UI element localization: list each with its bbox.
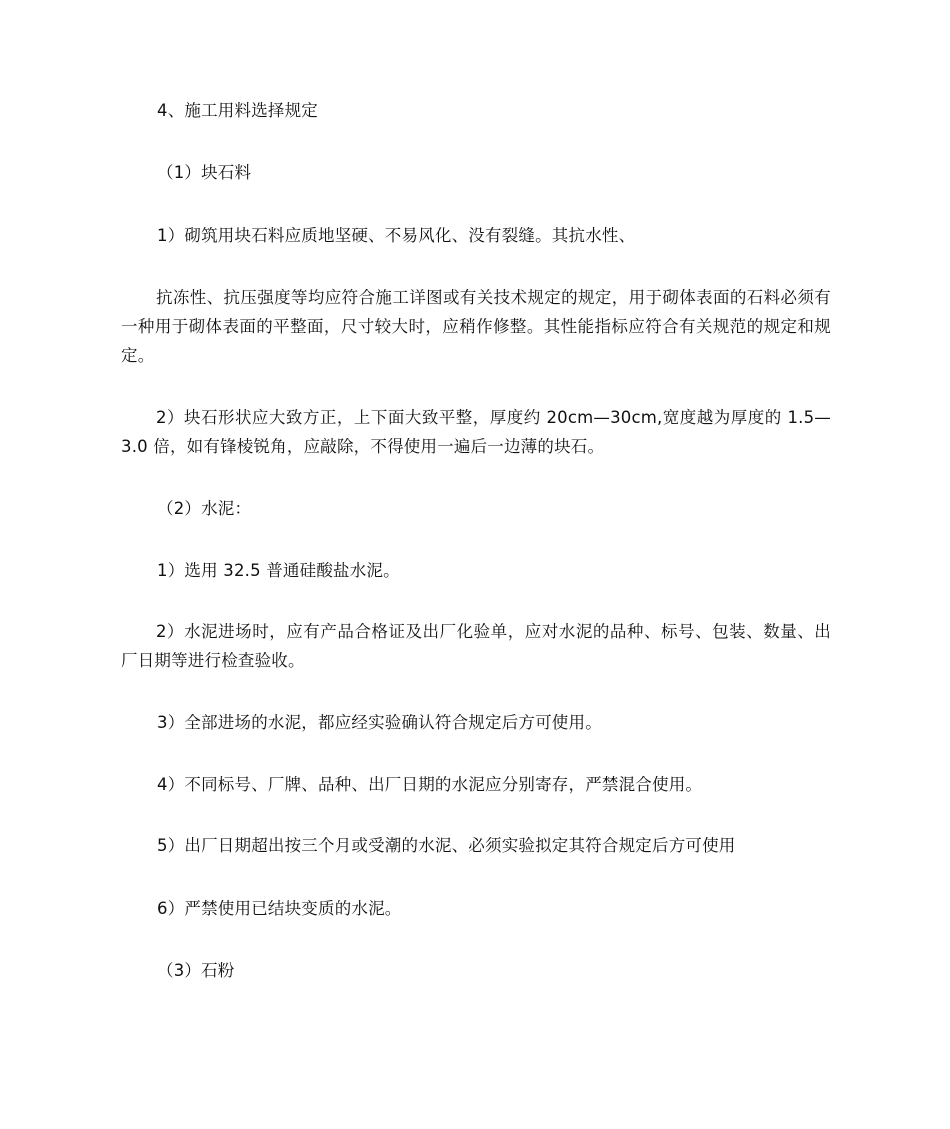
- paragraph-stone-item-1-continued: 抗冻性、抗压强度等均应符合施工详图或有关技术规定的规定，用于砌体表面的石料必须有一种用于砌体表面的平整面，尺寸较大时，应稍作修整。其性能指标应符合有关规范的规定和规定。: [121, 288, 831, 365]
- subsection-heading-stone: （1）块石料: [157, 163, 252, 182]
- paragraph-stone-item-2: 2）块石形状应大致方正，上下面大致平整，厚度约 20cm—30cm,宽度越为厚度的 1.5—3.0 倍，如有锋棱锐角，应敲除，不得使用一遍后一边薄的块石。: [121, 408, 831, 456]
- section-heading: 4、施工用料选择规定: [157, 101, 318, 120]
- paragraph-cement-item-2: 2）水泥进场时，应有产品合格证及出厂化验单，应对水泥的品种、标号、包装、数量、出厂日期等进行检查验收。: [121, 622, 831, 670]
- paragraph-cement-item-3: 3）全部进场的水泥，都应经实验确认符合规定后方可使用。: [157, 713, 602, 732]
- subsection-heading-stone-powder: （3）石粉: [157, 961, 235, 980]
- paragraph-cement-item-1: 1）选用 32.5 普通硅酸盐水泥。: [157, 561, 400, 580]
- paragraph-cement-item-6: 6）严禁使用已结块变质的水泥。: [157, 899, 402, 918]
- paragraph-cement-item-4: 4）不同标号、厂牌、品种、出厂日期的水泥应分别寄存，严禁混合使用。: [157, 775, 703, 794]
- paragraph-stone-item-1-lead: 1）砌筑用块石料应质地坚硬、不易风化、没有裂缝。其抗水性、: [157, 226, 636, 245]
- paragraph-cement-item-5: 5）出厂日期超出按三个月或受潮的水泥、必须实验拟定其符合规定后方可使用: [157, 836, 736, 855]
- subsection-heading-cement: （2）水泥：: [157, 499, 252, 518]
